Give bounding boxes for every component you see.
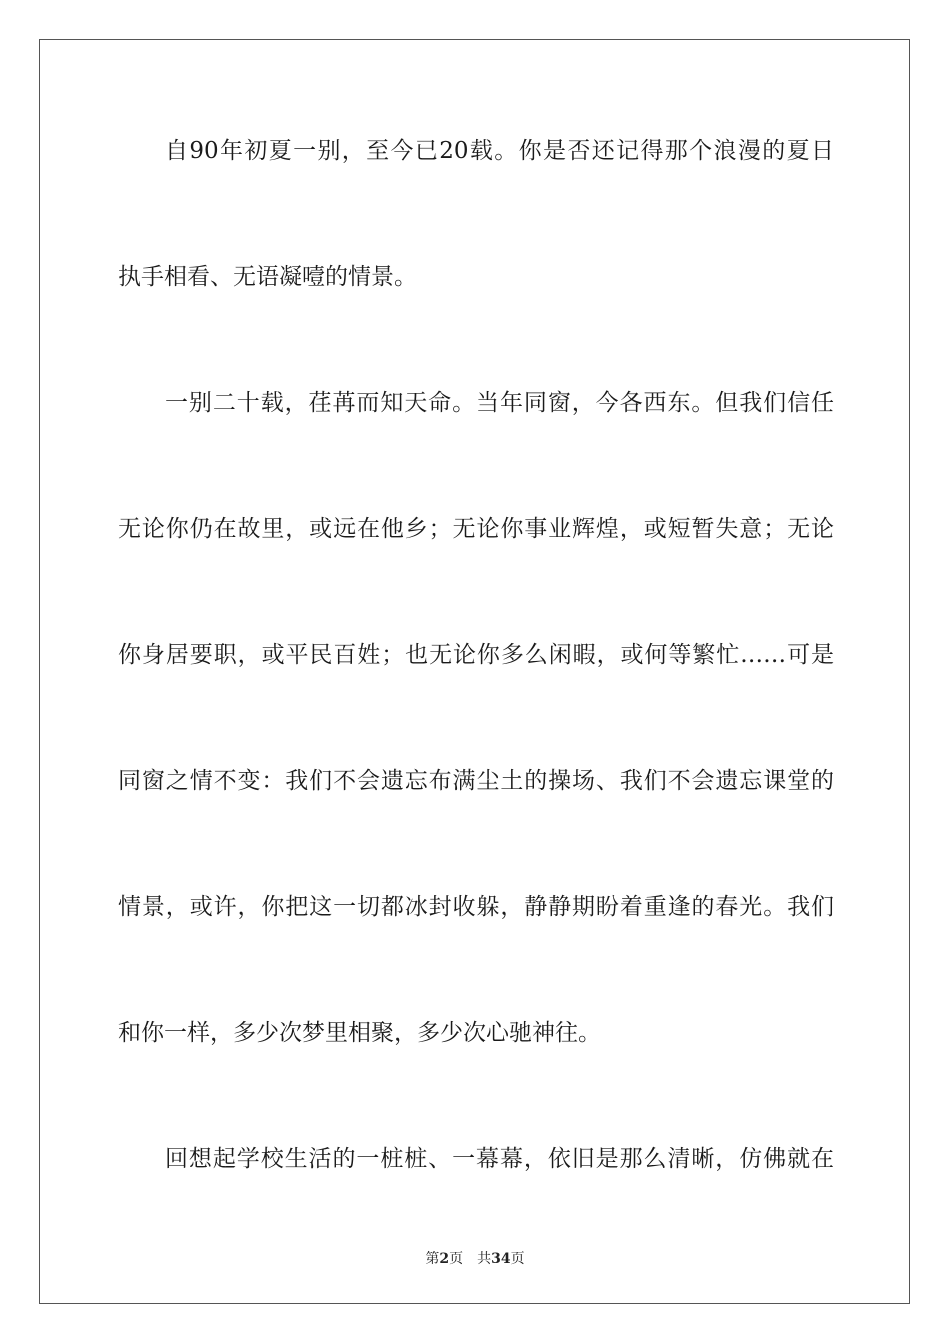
total-prefix: 共: [477, 1251, 492, 1267]
page-number: 2: [439, 1251, 450, 1267]
page-footer: [0, 1248, 950, 1268]
text-line-1: 自90年初夏一别，至今已20载。你是否还记得那个浪漫的夏日: [165, 138, 834, 164]
text-line-2: 执手相看、无语凝噎的情景。: [118, 264, 417, 290]
text-line-3: 一别二十载，荏苒而知天命。当年同窗，今各西东。但我们信任: [165, 390, 834, 416]
page-prefix: 第: [425, 1251, 440, 1267]
text-line-6: 同窗之情不变：我们不会遗忘布满尘土的操场、我们不会遗忘课堂的: [118, 768, 834, 794]
text-line-5: 你身居要职，或平民百姓；也无论你多么闲暇，或何等繁忙……可是: [118, 642, 834, 668]
total-unit: 页: [510, 1251, 525, 1267]
document-body: [118, 126, 834, 1260]
total-pages: 34: [491, 1251, 511, 1267]
page-unit: 页: [449, 1251, 464, 1267]
text-line-8: 和你一样，多少次梦里相聚，多少次心驰神往。: [118, 1020, 601, 1046]
text-line-7: 情景，或许，你把这一切都冰封收躲，静静期盼着重逢的春光。我们: [118, 894, 834, 920]
text-line-4: 无论你仍在故里，或远在他乡；无论你事业辉煌，或短暂失意；无论: [118, 516, 834, 542]
text-line-9: 回想起学校生活的一桩桩、一幕幕，依旧是那么清晰，仿佛就在: [165, 1146, 834, 1172]
